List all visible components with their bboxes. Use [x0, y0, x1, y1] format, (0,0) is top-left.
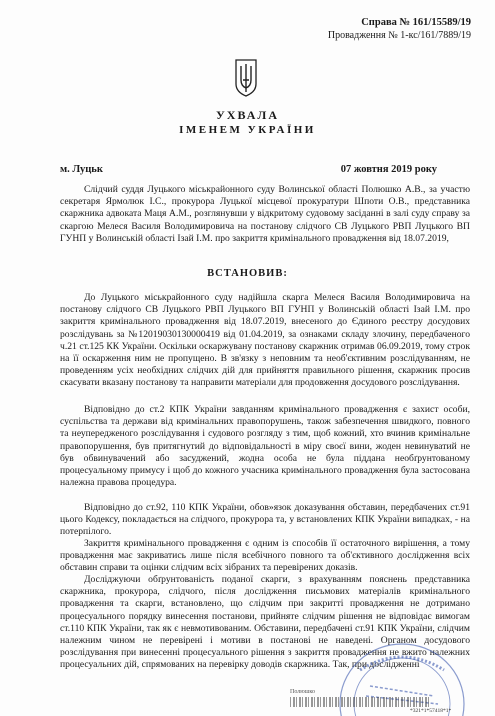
document-subtitle: ІМЕНЕМ УКРАЇНИ: [179, 124, 316, 136]
case-header: [328, 16, 471, 42]
paragraph-5: Досліджуючи обґрунтованість поданої скарги, з врахуванням пояснень представника скаржника, прокурора, слідчого, після дослідження письмових матеріалів кримінального провадження та скарги, встановлено, що слідчим при закритті провадження не дотримано процесуального порядку винесення постанови, прийняте слідчим рішення не відповідає вимогам ст.110 КПК України, так як є невмотивованим. Обставини, передбачені ст.91 КПК України, слідчим належним чином не перевірені і мотиви в постанові не наведені. Органом досудового розслідування при винесенні процесуального рішення з закриття провадження не вжито належних процесуальних дій, спрямованих на перевірку доводів скаржника. Так, при дослідженні: [60, 574, 470, 671]
document-footer: [60, 689, 495, 714]
document-title: УХВАЛА: [216, 108, 279, 122]
section-heading: ВСТАНОВИВ:: [207, 268, 288, 279]
barcode: [290, 697, 430, 707]
paragraph-1: До Луцького міськрайонного суду надійшла скарга Мелеся Василя Володимировича на постанову слідчого СВ Луцького РВП Луцького ВП ГУНП у Волинській області Ізай І.М. про закриття кримінального провадження від 18.07.2019, внесеного до Єдиного реєстру досудових розслідувань за №12019030130000419 від 01.04.2019, за ознаками складу злочину, передбаченого ч.21 ст.125 КК України. Оскільки оскаржувану постанову скаржник отримав 06.09.2019, тому строк на її оскарження ним не пропущено. В зв'язку з неповним та необ'єктивним розслідуванням, не проведенням усіх необхідних слідчих дій для прийняття правильного рішення, скаржник просив скасувати вказану постанову та направити матеріали для продовження досудового розслідування.: [60, 292, 470, 389]
paragraph-4: Закриття кримінального провадження є одним із способів її остаточного вирішення, а тому провадження має закриватись лише після всебічного повного та об'єктивного дослідження всіх обставин справи та оцінки слідчим всіх зібраних та перевірених доказів.: [60, 538, 470, 574]
proceeding-number: Провадження № 1-кс/161/7889/19: [327, 30, 471, 41]
paragraph-3: Відповідно до ст.92, 110 КПК України, обов»язок доказування обставин, передбачених ст.91 цього Кодексу, покладається на слідчого, прокурора та, у встановлених КПК України випадках, - на потерпілого.: [60, 502, 470, 538]
barcode-code: *321*1*57418*1*: [410, 708, 452, 714]
decision-date: 07 жовтня 2019 року: [340, 164, 437, 175]
case-number: Справа № 161/15589/19: [361, 17, 471, 28]
paragraph-2: Відповідно до ст.2 КПК України завданням кримінального провадження є захист особи, суспільства та держави від кримінальних правопорушень, також забезпечення швидкого, повного та неупередженого розслідування і судового розгляду з тим, щоб кожний, хто вчинив кримінальне правопорушення, був притягнутий до відповідальності в міру своєї вини, жоден невинуватий не був обвинувачений або засуджений, жодна особа не була піддана необґрунтованому процесуальному примусу і щоб до кожного учасника кримінального провадження була застосована належна правова процедура.: [60, 404, 470, 489]
tryzub-icon: [233, 58, 259, 98]
place: м. Луцьк: [60, 164, 103, 175]
signature-label: Полюшко: [290, 689, 315, 695]
intro-paragraph: Слідчий суддя Луцького міськрайонного суду Волинської області Полюшко А.В., за участю секретаря Ярмолюк І.С., прокурора Луцької місцевої прокуратури Шпоти О.В., представника скаржника адвоката Маця А.М., розглянувши у відкритому судовому засіданні в залі суду справу за скаргою Мелеся Василя Володимировича на постанову слідчого СВ Луцького РВП Луцького ВП ГУНП у Волинській області Ізай І.М. про закриття кримінального провадження від 18.07.2019,: [60, 184, 470, 244]
